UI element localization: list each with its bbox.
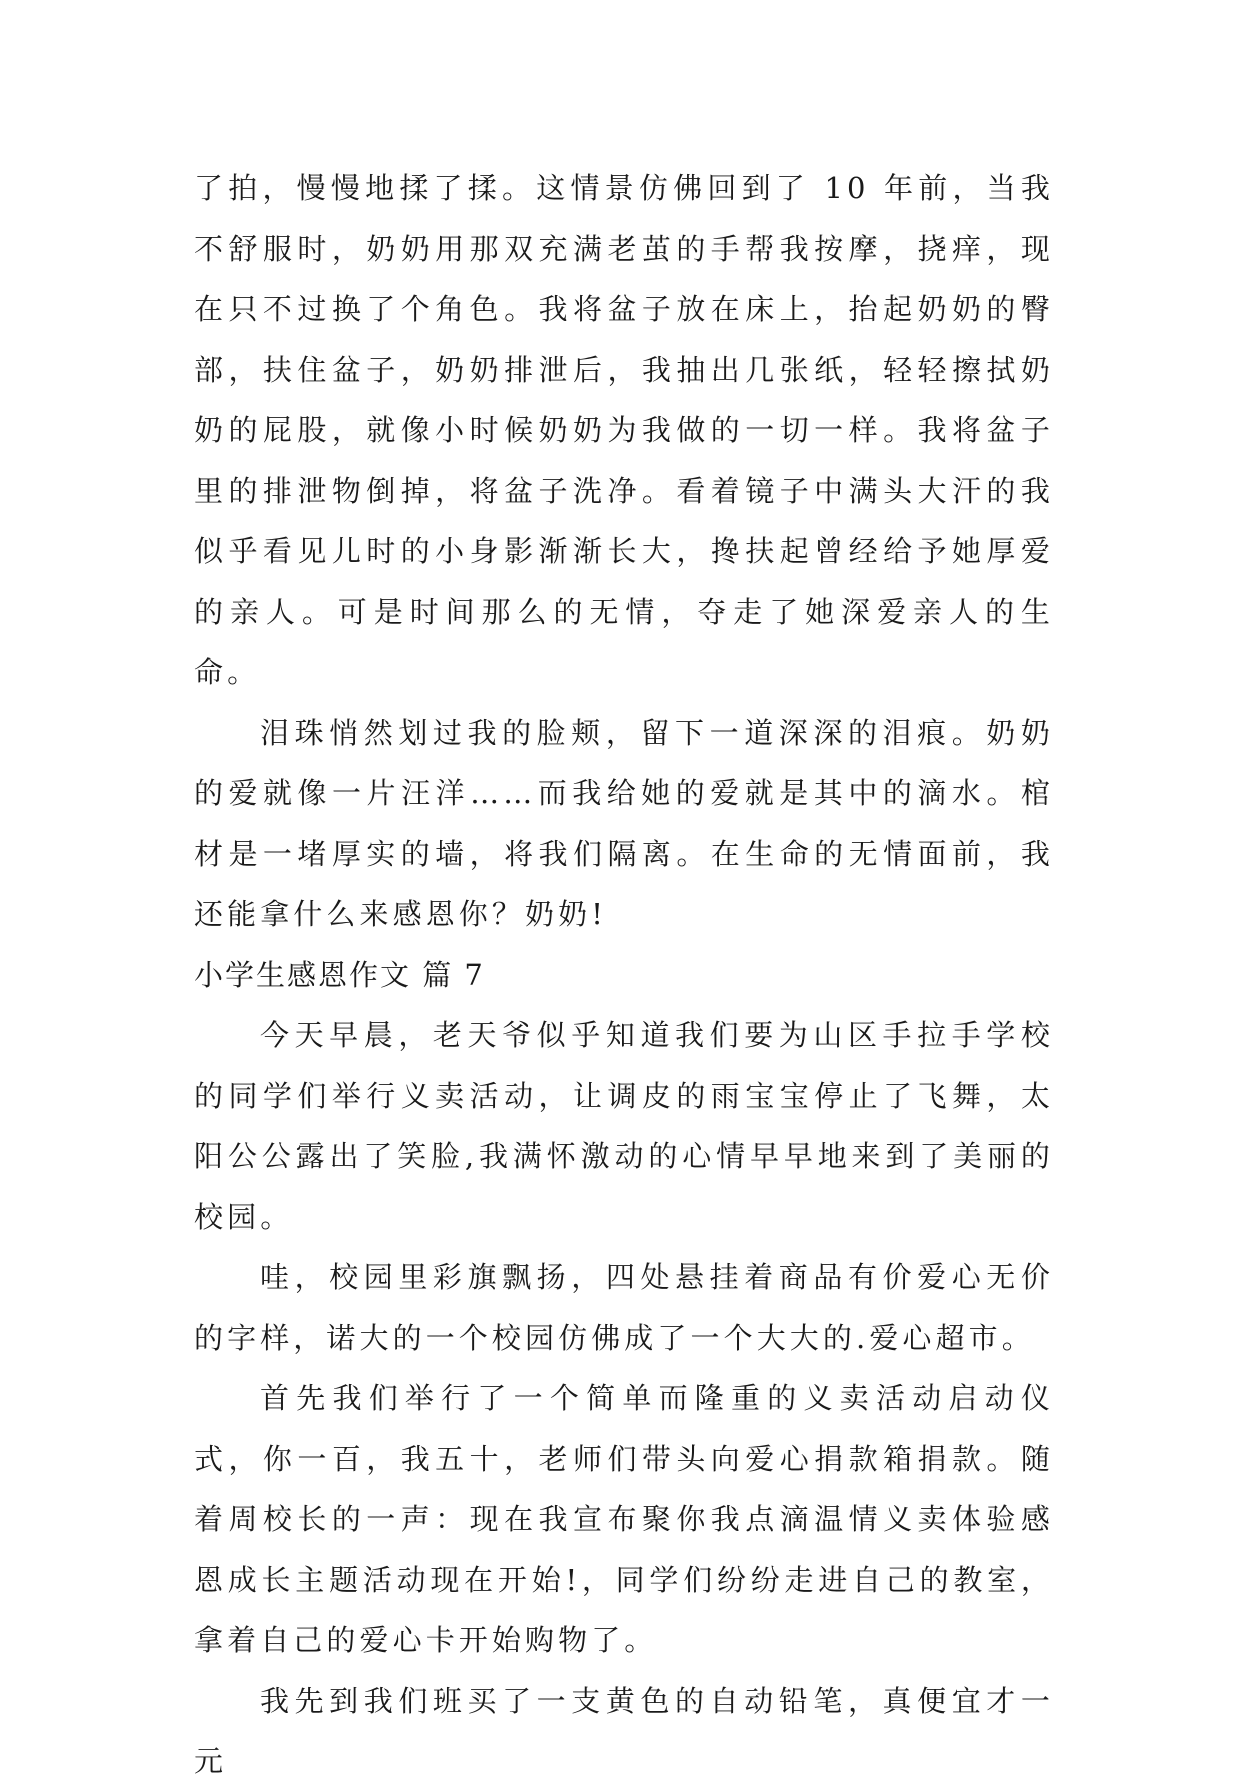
paragraph: 我先到我们班买了一支黄色的自动铅笔，真便宜才一元	[194, 1683, 1054, 1778]
paragraph: 泪珠悄然划过我的脸颊，留下一道深深的泪痕。奶奶的爱就像一片汪洋……而我给她的爱就是其中的滴水。棺材是一堵厚实的墙，将我们隔离。在生命的无情面前，我还能拿什么来感恩你？奶奶!	[194, 715, 1054, 931]
paragraph: 首先我们举行了一个简单而隆重的义卖活动启动仪式，你一百，我五十，老师们带头向爱心捐款箱捐款。随着周校长的一声：现在我宣布聚你我点滴温情义卖体验感恩成长主题活动现在开始!，同学们纷纷走进自己的教室，拿着自己的爱心卡开始购物了。	[194, 1381, 1054, 1657]
paragraph: 今天早晨，老天爷似乎知道我们要为山区手拉手学校的同学们举行义卖活动，让调皮的雨宝宝停止了飞舞，太阳公公露出了笑脸,我满怀激动的心情早早地来到了美丽的校园。	[194, 1018, 1054, 1234]
paragraph-continued: 了拍，慢慢地揉了揉。这情景仿佛回到了 10 年前，当我不舒服时，奶奶用那双充满老茧的手帮我按摩，挠痒，现在只不过换了个角色。我将盆子放在床上，抬起奶奶的臀部，扶住盆子，奶奶排泄后，我抽出几张纸，轻轻擦拭奶奶的屁股，就像小时候奶奶为我做的一切一样。我将盆子里的排泄物倒掉，将盆子洗净。看着镜子中满头大汗的我似乎看见儿时的小身影渐渐长大，搀扶起曾经给予她厚爱的亲人。可是时间那么的无情，夺走了她深爱亲人的生命。	[194, 171, 1054, 689]
document-body	[194, 158, 1054, 1792]
paragraph: 哇，校园里彩旗飘扬，四处悬挂着商品有价爱心无价的字样，诺大的一个校园仿佛成了一个大大的.爱心超市。	[194, 1260, 1054, 1355]
section-heading: 小学生感恩作文 篇 7	[194, 957, 485, 992]
